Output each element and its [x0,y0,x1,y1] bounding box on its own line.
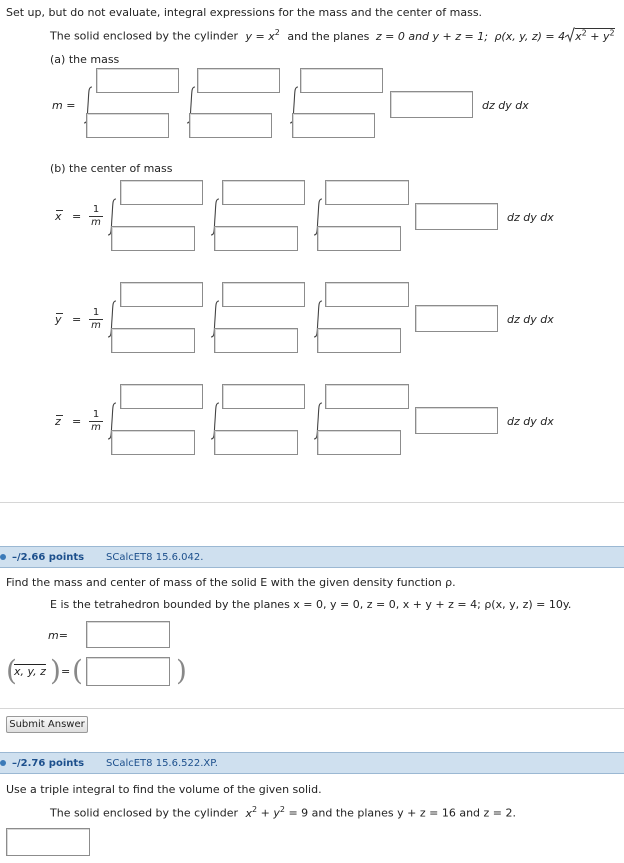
q2-com-eq: = [61,665,71,678]
mass-integral3-upper-input[interactable] [300,68,383,93]
xbar-eq: = [72,210,82,223]
q3-source: SCalcET8 15.6.522.XP. [106,758,218,769]
left-paren-icon: ( [72,654,83,687]
section-divider [0,502,624,503]
mass-differential: dz dy dx [482,99,529,112]
xbar-integral3-lower-input[interactable] [317,226,401,251]
zbar-integral1-upper-input[interactable] [120,384,203,409]
q1-planes-text: and the planes [287,29,370,43]
zbar-label: z [55,415,61,428]
q1-radicand: $x^2 + y^2$ [575,28,615,43]
mass-label: m = [52,99,76,112]
q1-problem-prefix: The solid enclosed by the cylinder [50,29,239,43]
mass-integral2-upper-input[interactable] [197,68,280,93]
section-divider [0,708,624,709]
ybar-integral3-upper-input[interactable] [325,282,409,307]
ybar-integral2-lower-input[interactable] [214,328,298,353]
q2-instruction: Find the mass and center of mass of the solid E with the given density function ρ. [6,576,456,589]
right-paren-icon: ) [50,654,61,687]
mass-integral3-lower-input[interactable] [292,113,375,138]
xbar-integral2-upper-input[interactable] [222,180,305,205]
q2-center-of-mass-input[interactable] [86,657,170,686]
ybar-integrand-input[interactable] [415,305,498,332]
q3-volume-input[interactable] [6,828,90,856]
q1-problem [50,28,615,43]
xbar-differential: dz dy dx [507,211,554,224]
mass-integral1-upper-input[interactable] [96,68,179,93]
ybar-integral1-lower-input[interactable] [111,328,195,353]
xbar-integrand-input[interactable] [415,203,498,230]
zbar-eq: = [72,415,82,428]
zbar-differential: dz dy dx [507,415,554,428]
left-paren-icon: ( [6,654,17,687]
q3-problem: The solid enclosed by the cylinder $x^2 + y^2 = 9$ and the planes y + z = 16 and z = 2. [50,805,517,820]
xbar-fraction: $\frac{1}{m}$ [89,205,103,228]
xbar-integral2-lower-input[interactable] [214,226,298,251]
ybar-fraction: $\frac{1}{m}$ [89,308,103,331]
right-paren-icon: ) [176,654,187,687]
zbar-integral2-lower-input[interactable] [214,430,298,455]
mass-integral1-lower-input[interactable] [86,113,169,138]
q1-cylinder-eq: y = x [245,29,275,43]
q1-planes-eq: z = 0 and y + z = 1; [375,29,488,43]
q2-points: –/2.66 points [12,552,85,563]
q3-points: –/2.76 points [12,758,85,769]
q2-mass-input[interactable] [86,621,170,648]
ybar-integral2-upper-input[interactable] [222,282,305,307]
zbar-integral2-upper-input[interactable] [222,384,305,409]
ybar-label: y [55,313,62,326]
xbar-integral1-lower-input[interactable] [111,226,195,251]
part-b-label: (b) the center of mass [50,162,173,175]
mass-integrand-input[interactable] [390,91,473,118]
submit-answer-button[interactable]: Submit Answer [6,716,88,733]
zbar-integrand-input[interactable] [415,407,498,434]
part-a-label: (a) the mass [50,53,120,66]
q3-instruction: Use a triple integral to find the volume of the given solid. [6,783,322,796]
ybar-eq: = [72,313,82,326]
ybar-integral1-upper-input[interactable] [120,282,203,307]
zbar-integral1-lower-input[interactable] [111,430,195,455]
q3-header [0,752,624,774]
q2-mass-label: m= [48,629,68,642]
bullet-icon [0,554,6,560]
zbar-fraction: $\frac{1}{m}$ [89,410,103,433]
q1-density: ρ(x, y, z) = 4 [494,29,566,43]
xbar-label: x [55,210,62,223]
q2-source: SCalcET8 15.6.042. [106,552,204,563]
xbar-integral1-upper-input[interactable] [120,180,203,205]
q2-com-label: x, y, z [14,665,46,678]
xbar-integral3-upper-input[interactable] [325,180,409,205]
zbar-integral3-lower-input[interactable] [317,430,401,455]
q2-problem: E is the tetrahedron bounded by the planes x = 0, y = 0, z = 0, x + y + z = 4; ρ(x, y, z) = 10y. [50,598,572,611]
mass-integral2-lower-input[interactable] [189,113,272,138]
bullet-icon [0,760,6,766]
ybar-differential: dz dy dx [507,313,554,326]
q2-header [0,546,624,568]
ybar-integral3-lower-input[interactable] [317,328,401,353]
sqrt-icon [565,29,575,43]
q1-instruction: Set up, but do not evaluate, integral expressions for the mass and the center of mass. [6,6,483,19]
q1-exp: 2 [274,28,280,37]
zbar-integral3-upper-input[interactable] [325,384,409,409]
